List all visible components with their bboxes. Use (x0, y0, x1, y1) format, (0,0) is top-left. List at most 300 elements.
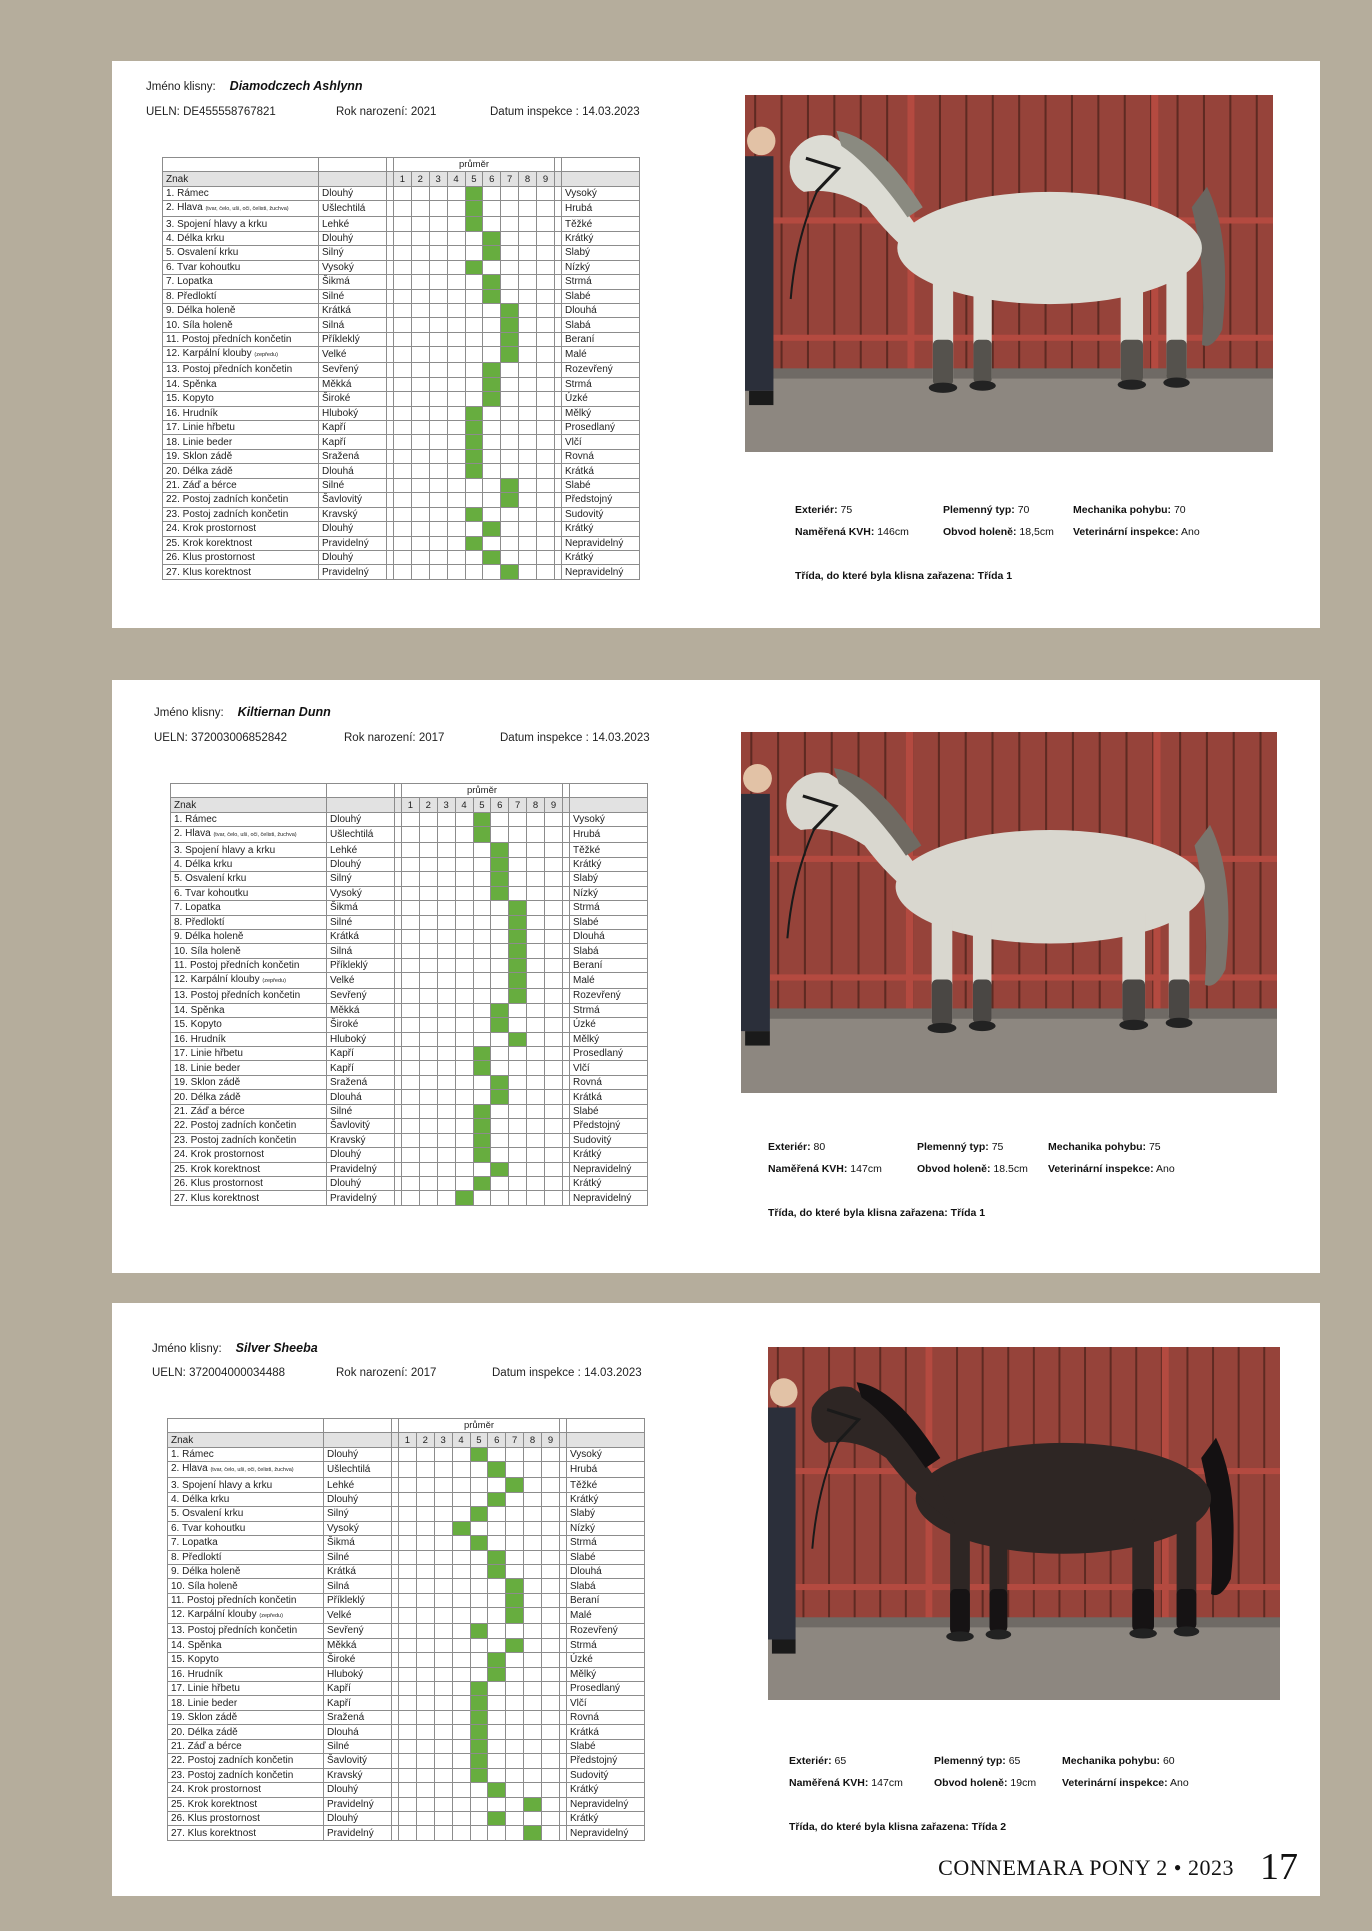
trait-name: 15. Kopyto (171, 1018, 327, 1032)
blank-cell (395, 1075, 402, 1089)
trait-left-extreme: Velké (327, 973, 395, 989)
trait-row (163, 246, 640, 260)
trait-row (163, 522, 640, 536)
score-cell (434, 1521, 452, 1535)
trait-row (163, 392, 640, 406)
score-cell (483, 347, 501, 363)
trait-left-extreme: Šavlovitý (319, 493, 387, 507)
score-cell (509, 1003, 527, 1017)
trait-right-extreme: Vlčí (567, 1696, 645, 1710)
score-cell (537, 260, 555, 274)
score-cell (524, 1754, 542, 1768)
trait-left-extreme: Silné (319, 289, 387, 303)
score-cell (509, 857, 527, 871)
score-cell (473, 1032, 491, 1046)
score-cell (452, 1739, 470, 1753)
blank-cell (563, 872, 570, 886)
blank-cell (387, 565, 394, 579)
score-cell (483, 435, 501, 449)
blank-cell (563, 798, 570, 812)
trait-right-extreme: Úzké (567, 1653, 645, 1667)
trait-name: 25. Krok korektnost (168, 1797, 324, 1811)
score-cell (447, 464, 465, 478)
score-cell (501, 231, 519, 245)
score-cell (447, 186, 465, 200)
score-cell (491, 1061, 509, 1075)
trait-row (163, 435, 640, 449)
score-cell (519, 522, 537, 536)
blank-cell (395, 1119, 402, 1133)
score-cell (527, 812, 545, 826)
cannon-circumference: Obvod holeně: 18,5cm (943, 526, 1054, 538)
trait-name: 14. Spěnka (171, 1003, 327, 1017)
score-cell (509, 1104, 527, 1118)
score-cell (394, 493, 412, 507)
score-cell (452, 1478, 470, 1492)
score-cell (411, 536, 429, 550)
trait-name: 27. Klus korektnost (163, 565, 319, 579)
trait-left-extreme: Pravidelný (327, 1162, 395, 1176)
vet-inspection: Veterinární inspekce: Ano (1048, 1163, 1175, 1175)
score-cell (437, 901, 455, 915)
score-cell (542, 1624, 560, 1638)
score-cell (524, 1667, 542, 1681)
trait-left-extreme: Kapří (319, 421, 387, 435)
score-cell (416, 1797, 434, 1811)
score-cell (419, 929, 437, 943)
score-cell (437, 929, 455, 943)
trait-row (168, 1797, 645, 1811)
trait-left-extreme: Velké (319, 347, 387, 363)
score-mark (483, 363, 501, 377)
score-cell (419, 1075, 437, 1089)
trait-left-extreme: Ušlechtilá (327, 827, 395, 843)
trait-row (163, 536, 640, 550)
score-cell (402, 1032, 420, 1046)
score-cell (470, 1462, 488, 1478)
score-cell (437, 1090, 455, 1104)
blank-cell (395, 1104, 402, 1118)
score-cell (394, 536, 412, 550)
trait-name: 14. Spěnka (163, 377, 319, 391)
trait-row (163, 260, 640, 274)
score-cell (537, 449, 555, 463)
score-cell (394, 406, 412, 420)
score-mark (465, 201, 483, 217)
trait-right-extreme: Nepravidelný (570, 1162, 648, 1176)
blank-cell (560, 1797, 567, 1811)
score-cell (524, 1536, 542, 1550)
score-cell (542, 1667, 560, 1681)
score-mark (452, 1521, 470, 1535)
score-cell (399, 1521, 417, 1535)
score-cell (501, 435, 519, 449)
trait-right-extreme: Nízký (567, 1521, 645, 1535)
score-mark (465, 217, 483, 231)
score-cell (419, 901, 437, 915)
trait-note: (tvar, čelo, uši, oči, čelisti, žuchva) (210, 1467, 294, 1474)
score-cell (399, 1507, 417, 1521)
score-mark (473, 1047, 491, 1061)
birth-year-line: Rok narození: 2017 (336, 1367, 437, 1379)
score-cell (416, 1478, 434, 1492)
blank-cell (387, 421, 394, 435)
score-cell (491, 1104, 509, 1118)
score-cell (527, 857, 545, 871)
blank-cell (324, 1419, 392, 1433)
score-cell (402, 944, 420, 958)
blank-cell (395, 915, 402, 929)
score-cell (488, 1507, 506, 1521)
score-cell (542, 1608, 560, 1624)
score-cell (399, 1826, 417, 1840)
blank-cell (392, 1492, 399, 1506)
trait-left-extreme: Dlouhý (324, 1492, 392, 1506)
blank-cell (392, 1521, 399, 1535)
score-cell (419, 1003, 437, 1017)
score-cell (519, 550, 537, 564)
score-cell (429, 275, 447, 289)
score-cell (399, 1447, 417, 1461)
trait-right-extreme: Krátký (562, 231, 640, 245)
score-cell (452, 1624, 470, 1638)
score-cell (524, 1550, 542, 1564)
trait-row (171, 1133, 648, 1147)
score-cell (455, 1176, 473, 1190)
score-cell (465, 363, 483, 377)
trait-note: (zepředu) (254, 352, 278, 359)
trait-left-extreme: Dlouhý (324, 1811, 392, 1825)
ueln-value: 372004000034488 (189, 1367, 286, 1379)
score-cell (416, 1564, 434, 1578)
score-cell (402, 1018, 420, 1032)
blank-cell (562, 158, 640, 172)
score-cell (437, 1075, 455, 1089)
scale-number: 1 (402, 798, 420, 812)
score-cell (527, 1176, 545, 1190)
score-cell (542, 1638, 560, 1652)
score-cell (411, 246, 429, 260)
score-cell (483, 478, 501, 492)
score-cell (545, 915, 563, 929)
trait-right-extreme: Slabý (562, 246, 640, 260)
score-cell (537, 536, 555, 550)
blank-cell (327, 784, 395, 798)
trait-left-extreme: Kapří (327, 1047, 395, 1061)
trait-left-extreme: Silná (327, 944, 395, 958)
score-cell (419, 1018, 437, 1032)
trait-row (168, 1492, 645, 1506)
score-cell (447, 275, 465, 289)
score-cell (524, 1462, 542, 1478)
score-cell (416, 1710, 434, 1724)
blank-cell (387, 392, 394, 406)
score-cell (434, 1462, 452, 1478)
score-cell (491, 973, 509, 989)
score-cell (524, 1492, 542, 1506)
scale-number: 9 (545, 798, 563, 812)
score-cell (501, 363, 519, 377)
score-cell (399, 1624, 417, 1638)
score-cell (519, 217, 537, 231)
blank-cell (560, 1433, 567, 1447)
blank-cell (555, 363, 562, 377)
average-header: průměr (402, 784, 563, 798)
score-cell (509, 1119, 527, 1133)
score-cell (416, 1754, 434, 1768)
blank-cell (560, 1579, 567, 1593)
score-cell (509, 843, 527, 857)
score-cell (527, 886, 545, 900)
score-cell (434, 1653, 452, 1667)
score-cell (411, 522, 429, 536)
blank-cell (555, 217, 562, 231)
trait-right-extreme: Nepravidelný (562, 565, 640, 579)
trait-name: 11. Postoj předních končetin (171, 958, 327, 972)
blank-cell (387, 260, 394, 274)
score-cell (447, 377, 465, 391)
scale-number: 6 (488, 1433, 506, 1447)
score-cell (455, 958, 473, 972)
score-mark (509, 958, 527, 972)
blank-cell (387, 303, 394, 317)
score-mark (465, 406, 483, 420)
trait-right-extreme: Úzké (570, 1018, 648, 1032)
score-cell (447, 332, 465, 346)
trait-name: 7. Lopatka (163, 275, 319, 289)
score-mark (473, 1148, 491, 1162)
score-cell (411, 449, 429, 463)
blank-cell (395, 1018, 402, 1032)
score-cell (506, 1811, 524, 1825)
blank-cell (555, 449, 562, 463)
trait-row (168, 1579, 645, 1593)
trait-left-extreme: Široké (319, 392, 387, 406)
trait-name: 8. Předloktí (163, 289, 319, 303)
trait-right-extreme: Krátká (562, 464, 640, 478)
trait-name: 23. Postoj zadních končetin (163, 507, 319, 521)
score-cell (402, 1162, 420, 1176)
trait-right-extreme: Těžké (567, 1478, 645, 1492)
mare-card-2 (112, 680, 1320, 1273)
score-cell (411, 303, 429, 317)
blank-cell (392, 1696, 399, 1710)
score-cell (542, 1593, 560, 1607)
score-cell (419, 1047, 437, 1061)
score-mark (473, 1061, 491, 1075)
score-cell (483, 493, 501, 507)
vet-inspection: Veterinární inspekce: Ano (1073, 526, 1200, 538)
score-cell (419, 1119, 437, 1133)
trait-right-extreme: Sudovitý (570, 1133, 648, 1147)
score-cell (506, 1624, 524, 1638)
score-cell (416, 1579, 434, 1593)
score-cell (542, 1754, 560, 1768)
trait-right-extreme: Rozevřený (570, 989, 648, 1003)
score-cell (483, 406, 501, 420)
blank-cell (560, 1682, 567, 1696)
trait-left-extreme: Velké (324, 1608, 392, 1624)
score-cell (399, 1462, 417, 1478)
score-cell (411, 201, 429, 217)
score-cell (394, 201, 412, 217)
score-cell (537, 186, 555, 200)
blank-cell (387, 507, 394, 521)
score-mark (483, 246, 501, 260)
score-cell (447, 201, 465, 217)
trait-row (168, 1564, 645, 1578)
score-cell (509, 1018, 527, 1032)
trait-row (171, 1104, 648, 1118)
score-cell (419, 1148, 437, 1162)
blank-cell (555, 246, 562, 260)
score-mark (465, 260, 483, 274)
score-cell (545, 1148, 563, 1162)
score-cell (455, 1032, 473, 1046)
score-cell (509, 1148, 527, 1162)
trait-row (168, 1478, 645, 1492)
trait-right-extreme: Strmá (570, 901, 648, 915)
score-mark (473, 1119, 491, 1133)
blank-cell (560, 1419, 567, 1433)
score-cell (542, 1447, 560, 1461)
score-mark (524, 1826, 542, 1840)
score-cell (473, 989, 491, 1003)
trait-name: 26. Klus prostornost (163, 550, 319, 564)
score-mark (470, 1624, 488, 1638)
blank-cell (563, 1061, 570, 1075)
score-cell (488, 1797, 506, 1811)
blank-cell (563, 1090, 570, 1104)
movement-score: Mechanika pohybu: 70 (1073, 504, 1186, 516)
scale-number: 3 (434, 1433, 452, 1447)
trait-left-extreme: Silný (324, 1507, 392, 1521)
score-cell (419, 958, 437, 972)
score-cell (542, 1826, 560, 1840)
blank-cell (387, 318, 394, 332)
score-mark (509, 901, 527, 915)
score-cell (524, 1478, 542, 1492)
score-cell (455, 915, 473, 929)
score-cell (452, 1638, 470, 1652)
trait-name: 14. Spěnka (168, 1638, 324, 1652)
trait-note: (tvar, čelo, uši, oči, čelisti, žuchva) (205, 206, 289, 213)
score-cell (402, 827, 420, 843)
score-cell (411, 231, 429, 245)
trait-left-extreme: Šikmá (319, 275, 387, 289)
birth-year: 2017 (410, 1367, 437, 1379)
score-cell (506, 1564, 524, 1578)
score-cell (411, 377, 429, 391)
trait-name: 20. Délka zádě (171, 1090, 327, 1104)
score-cell (524, 1725, 542, 1739)
score-cell (537, 303, 555, 317)
trait-row (171, 1148, 648, 1162)
blank-cell (392, 1507, 399, 1521)
trait-left-extreme: Silný (319, 246, 387, 260)
blank-cell (395, 843, 402, 857)
score-cell (519, 303, 537, 317)
score-cell (434, 1447, 452, 1461)
trait-name: 3. Spojení hlavy a krku (171, 843, 327, 857)
trait-right-extreme: Krátký (570, 857, 648, 871)
score-cell (434, 1696, 452, 1710)
score-mark (509, 915, 527, 929)
score-cell (437, 1047, 455, 1061)
score-cell (411, 217, 429, 231)
trait-left-extreme: Kravský (327, 1133, 395, 1147)
trait-left-extreme: Příkleklý (319, 332, 387, 346)
score-cell (447, 392, 465, 406)
trait-note: (zepředu) (262, 978, 286, 985)
trait-right-extreme: Slabé (562, 289, 640, 303)
score-cell (455, 827, 473, 843)
trait-row (163, 493, 640, 507)
score-mark (506, 1478, 524, 1492)
score-mark (501, 565, 519, 579)
trait-name: 12. Karpální klouby (zepředu) (171, 973, 327, 989)
score-cell (473, 1003, 491, 1017)
score-cell (429, 347, 447, 363)
score-cell (394, 217, 412, 231)
trait-right-extreme: Slabé (562, 478, 640, 492)
score-cell (402, 843, 420, 857)
score-cell (434, 1492, 452, 1506)
trait-left-extreme: Lehké (324, 1478, 392, 1492)
score-cell (452, 1725, 470, 1739)
trait-right-extreme: Malé (570, 973, 648, 989)
score-cell (545, 973, 563, 989)
score-cell (527, 1003, 545, 1017)
score-cell (455, 843, 473, 857)
score-cell (465, 493, 483, 507)
trait-right-extreme: Strmá (562, 377, 640, 391)
score-cell (434, 1608, 452, 1624)
score-cell (447, 478, 465, 492)
score-cell (527, 1104, 545, 1118)
score-cell (488, 1739, 506, 1753)
score-cell (509, 1133, 527, 1147)
score-cell (501, 201, 519, 217)
scale-number: 2 (411, 172, 429, 186)
score-cell (447, 246, 465, 260)
scale-number: 4 (452, 1433, 470, 1447)
score-cell (416, 1783, 434, 1797)
trait-name: 5. Osvalení krku (168, 1507, 324, 1521)
scale-number: 5 (465, 172, 483, 186)
blank-cell (560, 1696, 567, 1710)
trait-name: 4. Délka krku (163, 231, 319, 245)
score-cell (399, 1550, 417, 1564)
score-cell (411, 289, 429, 303)
score-cell (452, 1754, 470, 1768)
scale-number: 4 (455, 798, 473, 812)
score-cell (545, 1176, 563, 1190)
blank-cell (570, 798, 648, 812)
trait-row (171, 812, 648, 826)
score-cell (470, 1667, 488, 1681)
score-cell (527, 872, 545, 886)
trait-left-extreme: Kravský (319, 507, 387, 521)
score-cell (465, 347, 483, 363)
trait-name: 21. Záď a bérce (171, 1104, 327, 1118)
score-cell (447, 318, 465, 332)
score-cell (419, 1090, 437, 1104)
score-cell (509, 1090, 527, 1104)
score-cell (411, 275, 429, 289)
score-cell (399, 1653, 417, 1667)
mare-name-line: Jméno klisny: Silver Sheeba (152, 1341, 318, 1355)
